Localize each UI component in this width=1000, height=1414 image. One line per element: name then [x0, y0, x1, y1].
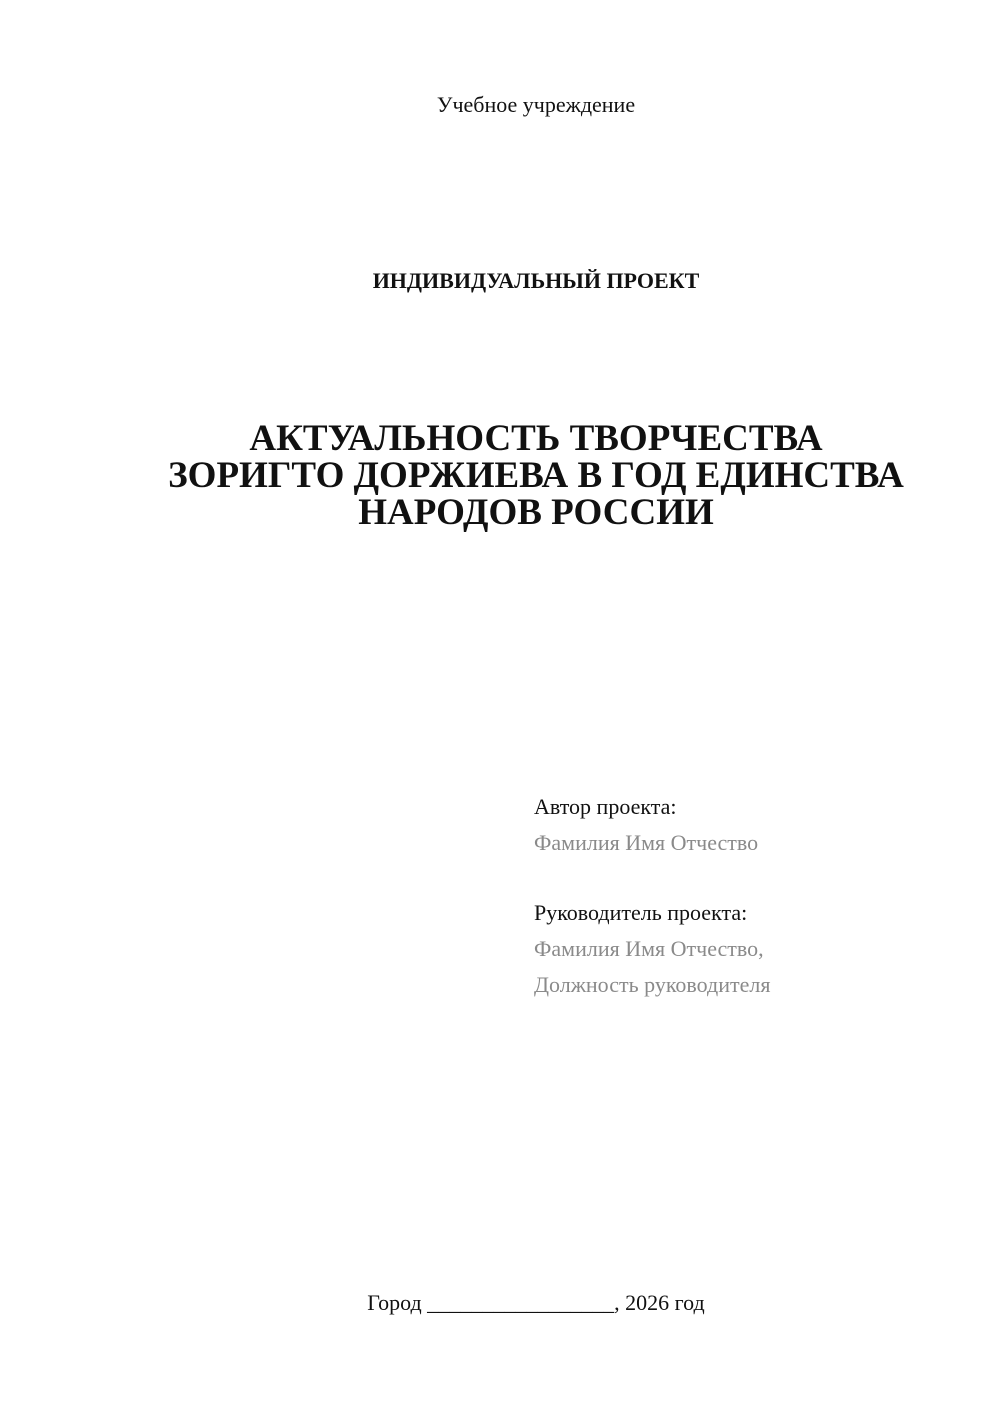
project-title — [0, 420, 1000, 531]
supervisor-label: Руководитель проекта: — [534, 900, 748, 925]
title-line-2: ЗОРИГТО ДОРЖИЕВА В ГОД ЕДИНСТВА — [168, 455, 904, 496]
supervisor-position: Должность руководителя — [534, 972, 771, 997]
credits-spacer — [534, 861, 974, 895]
institution-name: Учебное учреждение — [436, 92, 636, 117]
document-type: ИНДИВИДУАЛЬНЫЙ ПРОЕКТ — [372, 268, 700, 293]
supervisor-name: Фамилия Имя Отчество, — [534, 936, 764, 961]
title-line-1: АКТУАЛЬНОСТЬ ТВОРЧЕСТВА — [249, 418, 823, 459]
author-label: Автор проекта: — [534, 794, 677, 819]
credits-block — [534, 789, 974, 1003]
city-year-footer: Город _________________, 2026 год — [367, 1290, 705, 1315]
author-name: Фамилия Имя Отчество — [534, 830, 759, 855]
title-line-3: НАРОДОВ РОССИИ — [358, 492, 714, 533]
